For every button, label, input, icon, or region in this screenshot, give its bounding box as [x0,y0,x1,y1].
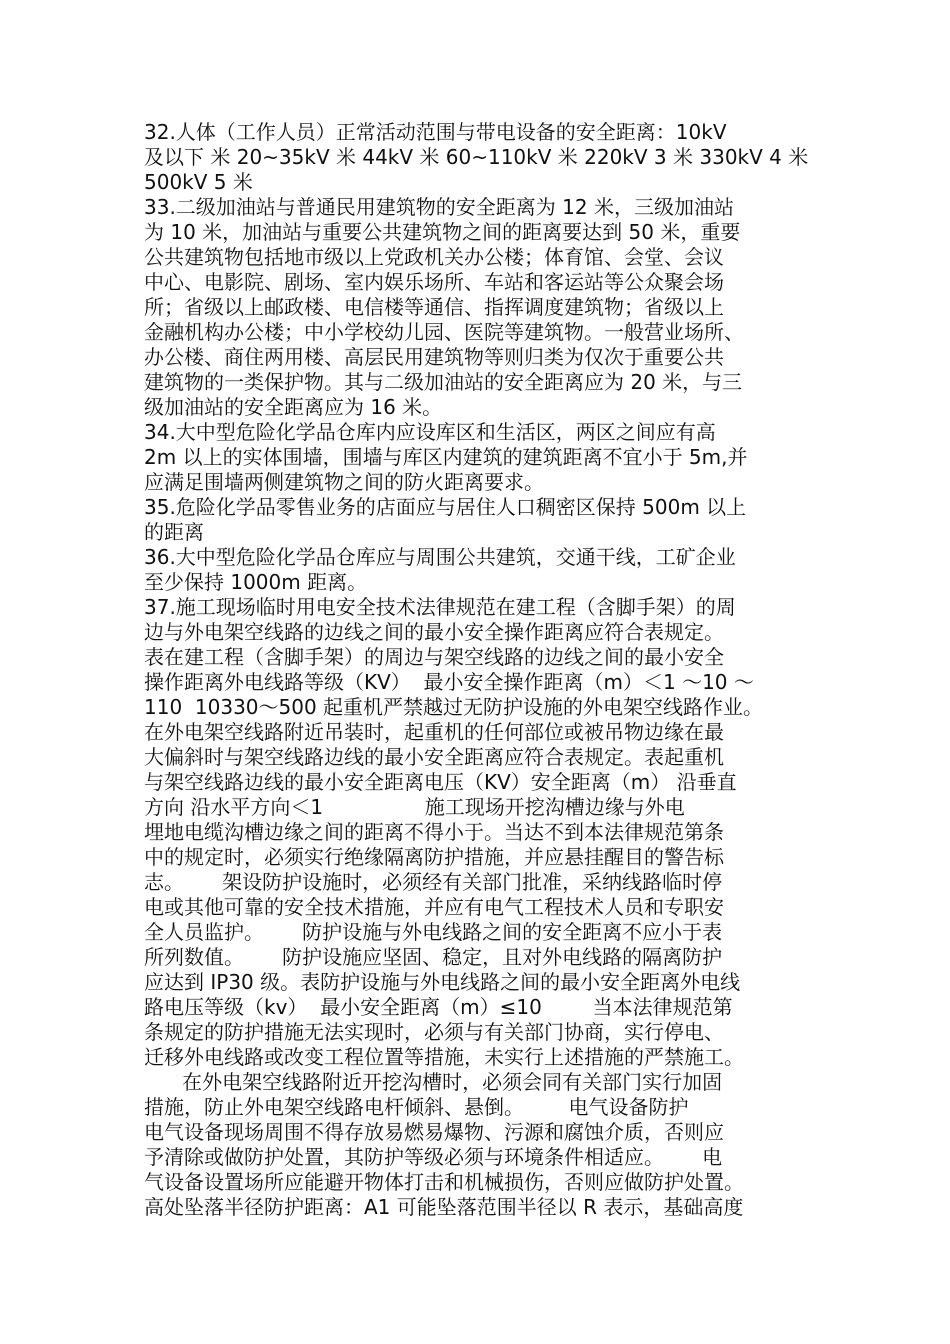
text-line: 至少保持 1000m 距离。 [144,570,368,594]
text-line: 所列数值。 防护设施应坚固、稳定，且对外电线路的隔离防护 [144,945,723,969]
text-line: 路电压等级（kv） 最小安全距离（m）≤10 当本法律规范第 [144,995,733,1019]
text-line: 37.施工现场临时用电安全技术法律规范在建工程（含脚手架）的周 [144,595,736,619]
text-line: 操作距离外电线路等级（KV） 最小安全操作距离（m）＜1 ～10 ～ [144,670,754,694]
text-line: 35.危险化学品零售业务的店面应与居住人口稠密区保持 500m 以上 [144,495,747,519]
text-line: 所；省级以上邮政楼、电信楼等通信、指挥调度建筑物；省级以上 [144,295,724,319]
text-line: 条规定的防护措施无法实现时，必须与有关部门协商，实行停电、 [144,1020,724,1044]
text-line: 方向 沿水平方向＜1 施工现场开挖沟槽边缘与外电 [144,795,685,819]
text-line: 与架空线路边线的最小安全距离电压（KV）安全距离（m） 沿垂直 [144,770,737,794]
text-line: 为 10 米，加油站与重要公共建筑物之间的距离要达到 50 米，重要 [144,220,741,244]
text-line: 中心、电影院、剧场、室内娱乐场所、车站和客运站等公众聚会场 [144,270,724,294]
text-line: 2m 以上的实体围墙，围墙与库区内建筑的建筑距离不宜小于 5m,并 [144,445,748,469]
text-line: 气设备设置场所应能避开物体打击和机械损伤，否则应做防护处置。 [144,1170,744,1194]
text-line: 33.二级加油站与普通民用建筑物的安全距离为 12 米，三级加油站 [144,195,734,219]
text-line: 高处坠落半径防护距离：A1 可能坠落范围半径以 R 表示，基础高度 [144,1195,744,1219]
text-line: 志。 架设防护设施时，必须经有关部门批准，采纳线路临时停 [144,870,723,894]
text-line: 应满足围墙两侧建筑物之间的防火距离要求。 [144,470,544,494]
text-line: 电气设备现场周围不得存放易燃易爆物、污源和腐蚀介质，否则应 [144,1120,724,1144]
text-line: 边与外电架空线路的边线之间的最小安全操作距离应符合表规定。 [144,620,724,644]
document-body [144,120,824,1220]
text-line: 中的规定时，必须实行绝缘隔离防护措施，并应悬挂醒目的警告标 [144,845,724,869]
text-line: 予清除或做防护处置，其防护等级必须与环境条件相适应。 电 [144,1145,723,1169]
text-line: 办公楼、商住两用楼、高层民用建筑物等则归类为仅次于重要公共 [144,345,724,369]
text-line: 埋地电缆沟槽边缘之间的距离不得小于。当达不到本法律规范第条 [144,820,724,844]
text-line: 36.大中型危险化学品仓库应与周围公共建筑，交通干线，工矿企业 [144,545,736,569]
text-line: 公共建筑物包括地市级以上党政机关办公楼；体育馆、会堂、会议 [144,245,724,269]
text-line: 的距离 [144,520,204,544]
text-line: 32.人体（工作人员）正常活动范围与带电设备的安全距离：10kV [144,120,727,144]
text-line: 在外电架空线路附近吊装时，起重机的任何部位或被吊物边缘在最 [144,720,724,744]
text-line: 迁移外电线路或改变工程位置等措施，未实行上述措施的严禁施工。 [144,1045,744,1069]
text-line: 级加油站的安全距离应为 16 米。 [144,395,443,419]
text-line: 全人员监护。 防护设施与外电线路之间的安全距离不应小于表 [144,920,723,944]
text-line: 大偏斜时与架空线路边线的最小安全距离应符合表规定。表起重机 [144,745,724,769]
text-line: 及以下 米 20~35kV 米 44kV 米 60~110kV 米 220kV 3 米 330kV 4 米 [144,145,809,169]
text-line: 34.大中型危险化学品仓库内应设库区和生活区，两区之间应有高 [144,420,716,444]
text-line: 表在建工程（含脚手架）的周边与架空线路的边线之间的最小安全 [144,645,724,669]
text-line: 电或其他可靠的安全技术措施，并应有电气工程技术人员和专职安 [144,895,724,919]
text-line: 措施，防止外电架空线路电杆倾斜、悬倒。 电气设备防护 [144,1095,689,1119]
text-line: 在外电架空线路附近开挖沟槽时，必须会同有关部门实行加固 [144,1070,723,1094]
text-line: 110 10330～500 起重机严禁越过无防护设施的外电架空线路作业。 [144,695,764,719]
text-line: 金融机构办公楼；中小学校幼儿园、医院等建筑物。一般营业场所、 [144,320,744,344]
text-line: 建筑物的一类保护物。其与二级加油站的安全距离应为 20 米，与三 [144,370,743,394]
text-line: 500kV 5 米 [144,170,253,194]
text-line: 应达到 IP30 级。表防护设施与外电线路之间的最小安全距离外电线 [144,970,741,994]
